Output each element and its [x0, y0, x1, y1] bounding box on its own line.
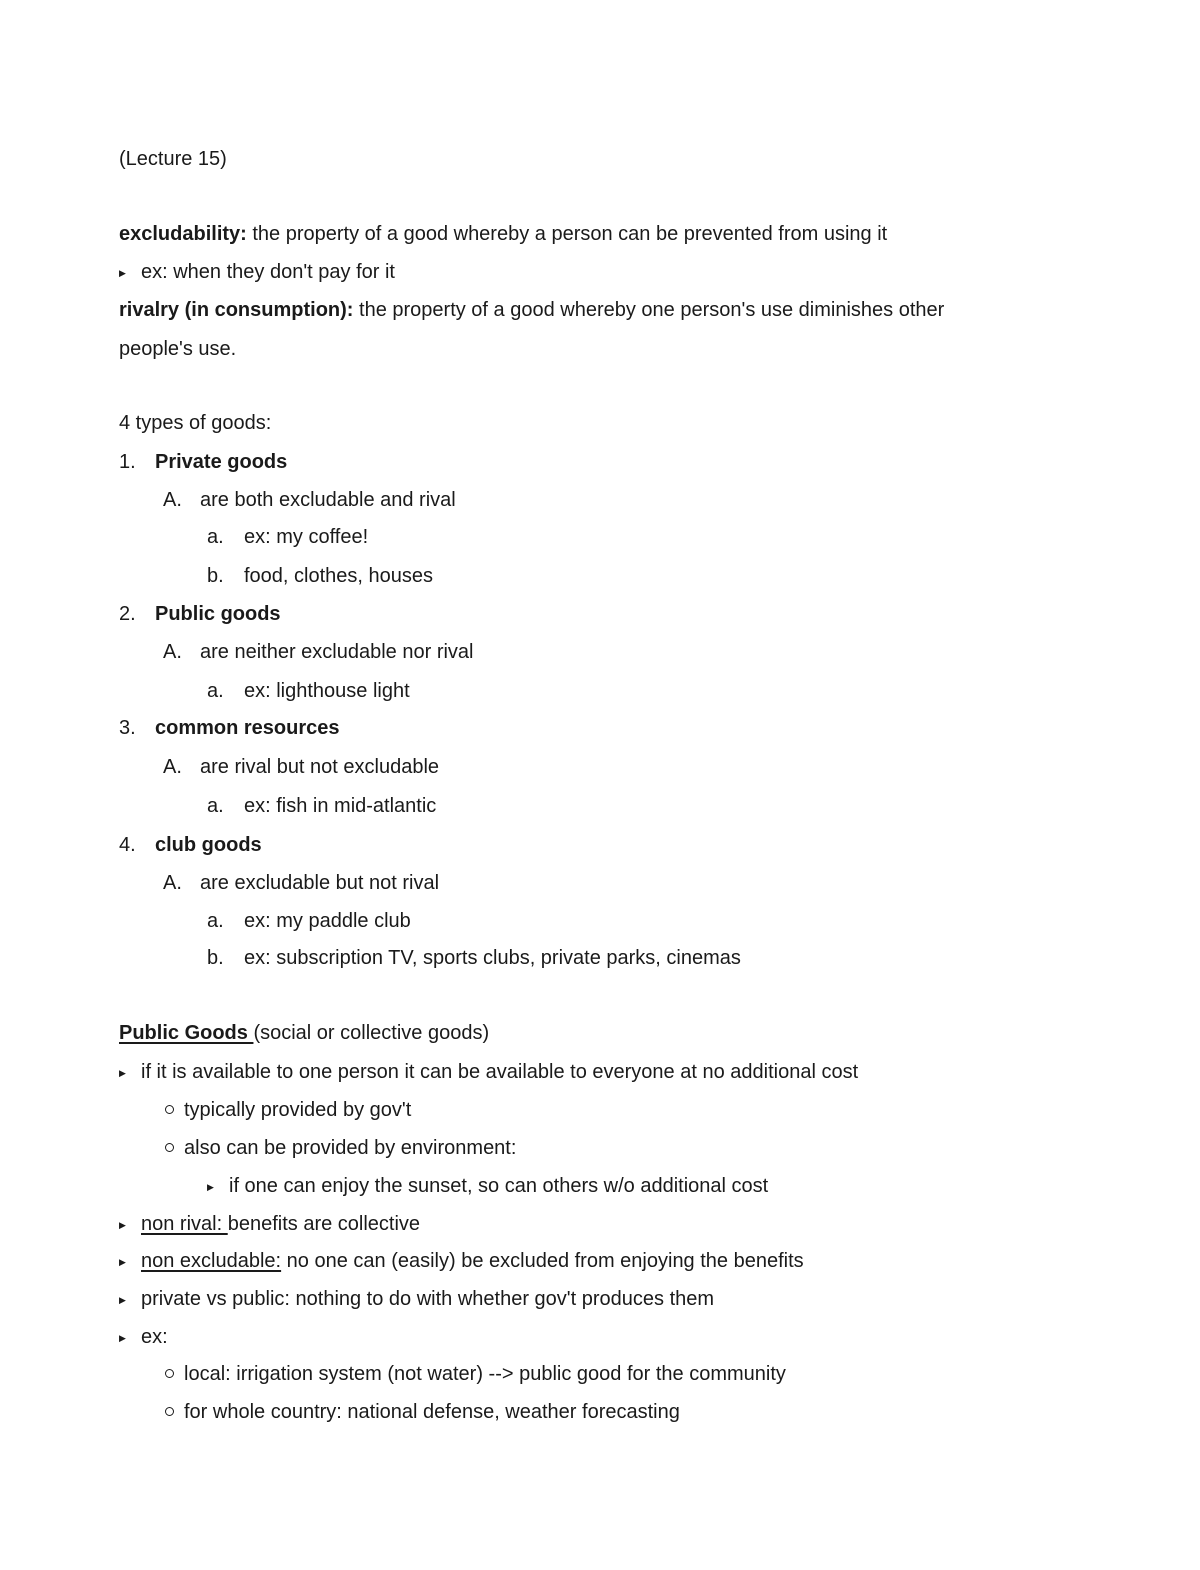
triangle-bullet-icon: ▶	[119, 1333, 126, 1343]
list-marker: A.	[163, 756, 182, 778]
type-title-public-goods: Public goods	[155, 603, 281, 625]
type-title-club-goods: club goods	[155, 834, 262, 856]
types-heading: 4 types of goods:	[119, 412, 272, 434]
list-marker: a.	[207, 910, 224, 932]
bullet-text: private vs public: nothing to do with whether gov't produces them	[141, 1288, 715, 1310]
sub-sub-bullet-text: if one can enjoy the sunset, so can others w/o additional cost	[229, 1175, 769, 1197]
triangle-bullet-icon: ▶	[207, 1182, 214, 1192]
list-marker: a.	[207, 795, 224, 817]
list-number: 1.	[119, 451, 136, 473]
list-number: 4.	[119, 834, 136, 856]
list-marker: A.	[163, 641, 182, 663]
type-title-private-goods: Private goods	[155, 451, 288, 473]
rivalry-text: the property of a good whereby one person's use diminishes other	[353, 299, 945, 321]
non-rival-bullet	[141, 1212, 420, 1236]
type-description: are excludable but not rival	[200, 872, 440, 894]
list-marker: A.	[163, 872, 182, 894]
list-marker: a.	[207, 680, 224, 702]
rivalry-definition	[119, 298, 944, 322]
type-description: are both excludable and rival	[200, 489, 456, 511]
bullet-text: ex:	[141, 1326, 168, 1348]
public-goods-heading	[119, 1021, 489, 1045]
rivalry-text-continued: people's use.	[119, 338, 237, 360]
type-example: ex: subscription TV, sports clubs, private parks, cinemas	[244, 947, 741, 969]
type-example: ex: lighthouse light	[244, 680, 410, 702]
sub-bullet-text: typically provided by gov't	[184, 1099, 412, 1121]
non-excludable-text: no one can (easily) be excluded from enjoying the benefits	[281, 1250, 804, 1272]
non-rival-term: non rival:	[141, 1213, 228, 1235]
non-rival-text: benefits are collective	[227, 1213, 421, 1235]
circle-bullet-icon	[165, 1369, 174, 1378]
excludability-text: the property of a good whereby a person can be prevented from using it	[246, 223, 888, 245]
triangle-bullet-icon: ▶	[119, 1220, 126, 1230]
list-number: 3.	[119, 717, 136, 739]
type-title-common-resources: common resources	[155, 717, 340, 739]
excludability-definition	[119, 222, 887, 246]
triangle-bullet-icon: ▶	[119, 1068, 126, 1078]
circle-bullet-icon	[165, 1105, 174, 1114]
sub-bullet-text: for whole country: national defense, weather forecasting	[184, 1401, 680, 1423]
type-description: are neither excludable nor rival	[200, 641, 474, 663]
section-title: Public Goods	[119, 1022, 254, 1044]
type-example: food, clothes, houses	[244, 565, 434, 587]
list-marker: b.	[207, 565, 224, 587]
type-example: ex: my coffee!	[244, 526, 369, 548]
non-excludable-term: non excludable:	[141, 1250, 282, 1272]
bullet-text: if it is available to one person it can be available to everyone at no additional cost	[141, 1061, 859, 1083]
triangle-bullet-icon: ▶	[119, 1295, 126, 1305]
excludability-example: ex: when they don't pay for it	[141, 261, 395, 283]
circle-bullet-icon	[165, 1143, 174, 1152]
rivalry-term: rivalry (in consumption):	[119, 299, 354, 321]
list-marker: b.	[207, 947, 224, 969]
type-example: ex: fish in mid-atlantic	[244, 795, 437, 817]
type-description: are rival but not excludable	[200, 756, 440, 778]
excludability-term: excludability:	[119, 223, 247, 245]
section-subtitle: (social or collective goods)	[253, 1022, 490, 1044]
triangle-bullet-icon: ▶	[119, 268, 126, 278]
sub-bullet-text: also can be provided by environment:	[184, 1137, 517, 1159]
type-example: ex: my paddle club	[244, 910, 411, 932]
list-marker: a.	[207, 526, 224, 548]
non-excludable-bullet	[141, 1249, 804, 1273]
list-marker: A.	[163, 489, 182, 511]
triangle-bullet-icon: ▶	[119, 1257, 126, 1267]
sub-bullet-text: local: irrigation system (not water) --> public good for the community	[184, 1363, 786, 1385]
list-number: 2.	[119, 603, 136, 625]
circle-bullet-icon	[165, 1407, 174, 1416]
lecture-label: (Lecture 15)	[119, 148, 227, 170]
